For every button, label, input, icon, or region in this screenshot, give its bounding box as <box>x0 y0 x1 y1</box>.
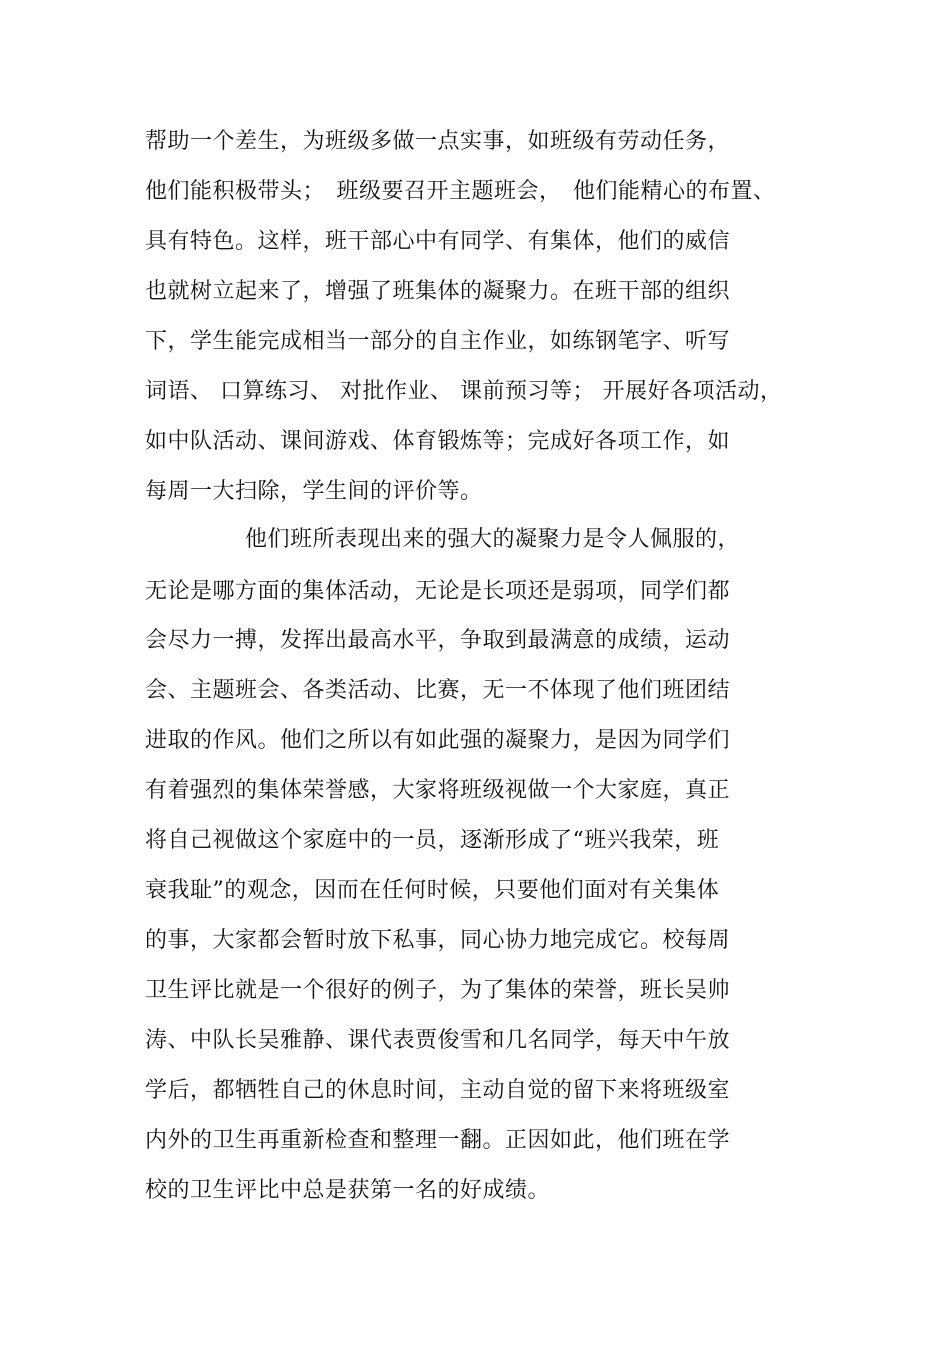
text-line: 会、主题班会、各类活动、比赛，无一不体现了他们班团结 <box>145 678 731 703</box>
text-line: 衰我耻”的观念，因而在任何时候，只要他们面对有关集体 <box>145 878 720 903</box>
text-line: 有着强烈的集体荣誉感，大家将班级视做一个大家庭，真正 <box>145 778 731 803</box>
text-line: 内外的卫生再重新检查和整理一翻。正因如此，他们班在学 <box>145 1128 731 1153</box>
text-line: 词语、 口算练习、 对批作业、 课前预习等； 开展好各项活动， <box>145 379 783 404</box>
text-line: 将自己视做这个家庭中的一员，逐渐形成了“班兴我荣，班 <box>145 828 720 853</box>
text-line: 无论是哪方面的集体活动，无论是长项还是弱项，同学们都 <box>145 579 731 604</box>
text-line: 的事，大家都会暂时放下私事，同心协力地完成它。校每周 <box>145 928 731 953</box>
text-line: 进取的作风。他们之所以有如此强的凝聚力，是因为同学们 <box>145 728 731 753</box>
text-line: 他们能积极带头； 班级要召开主题班会， 他们能精心的布置、 <box>145 179 776 204</box>
text-line: 会尽力一搏，发挥出最高水平，争取到最满意的成绩，运动 <box>145 628 731 653</box>
text-line: 具有特色。这样，班干部心中有同学、有集体，他们的威信 <box>145 229 731 254</box>
paragraph-first-line: 他们班所表现出来的强大的凝聚力是令人佩服的， <box>245 527 741 552</box>
text-line: 如中队活动、课间游戏、体育锻炼等；完成好各项工作，如 <box>145 429 731 454</box>
text-line: 卫生评比就是一个很好的例子，为了集体的荣誉，班长吴帅 <box>145 978 731 1003</box>
text-line: 校的卫生评比中总是获第一名的好成绩。 <box>145 1178 551 1203</box>
text-line: 也就树立起来了，增强了班集体的凝聚力。在班干部的组织 <box>145 279 731 304</box>
text-line: 学后，都牺牲自己的休息时间，主动自觉的留下来将班级室 <box>145 1078 731 1103</box>
text-line: 下，学生能完成相当一部分的自主作业，如练钢笔字、听写 <box>145 329 731 354</box>
text-line: 涛、中队长吴雅静、课代表贾俊雪和几名同学，每天中午放 <box>145 1028 731 1053</box>
text-line: 每周一大扫除，学生间的评价等。 <box>145 479 483 504</box>
text-line: 帮助一个差生，为班级多做一点实事，如班级有劳动任务， <box>145 129 731 154</box>
